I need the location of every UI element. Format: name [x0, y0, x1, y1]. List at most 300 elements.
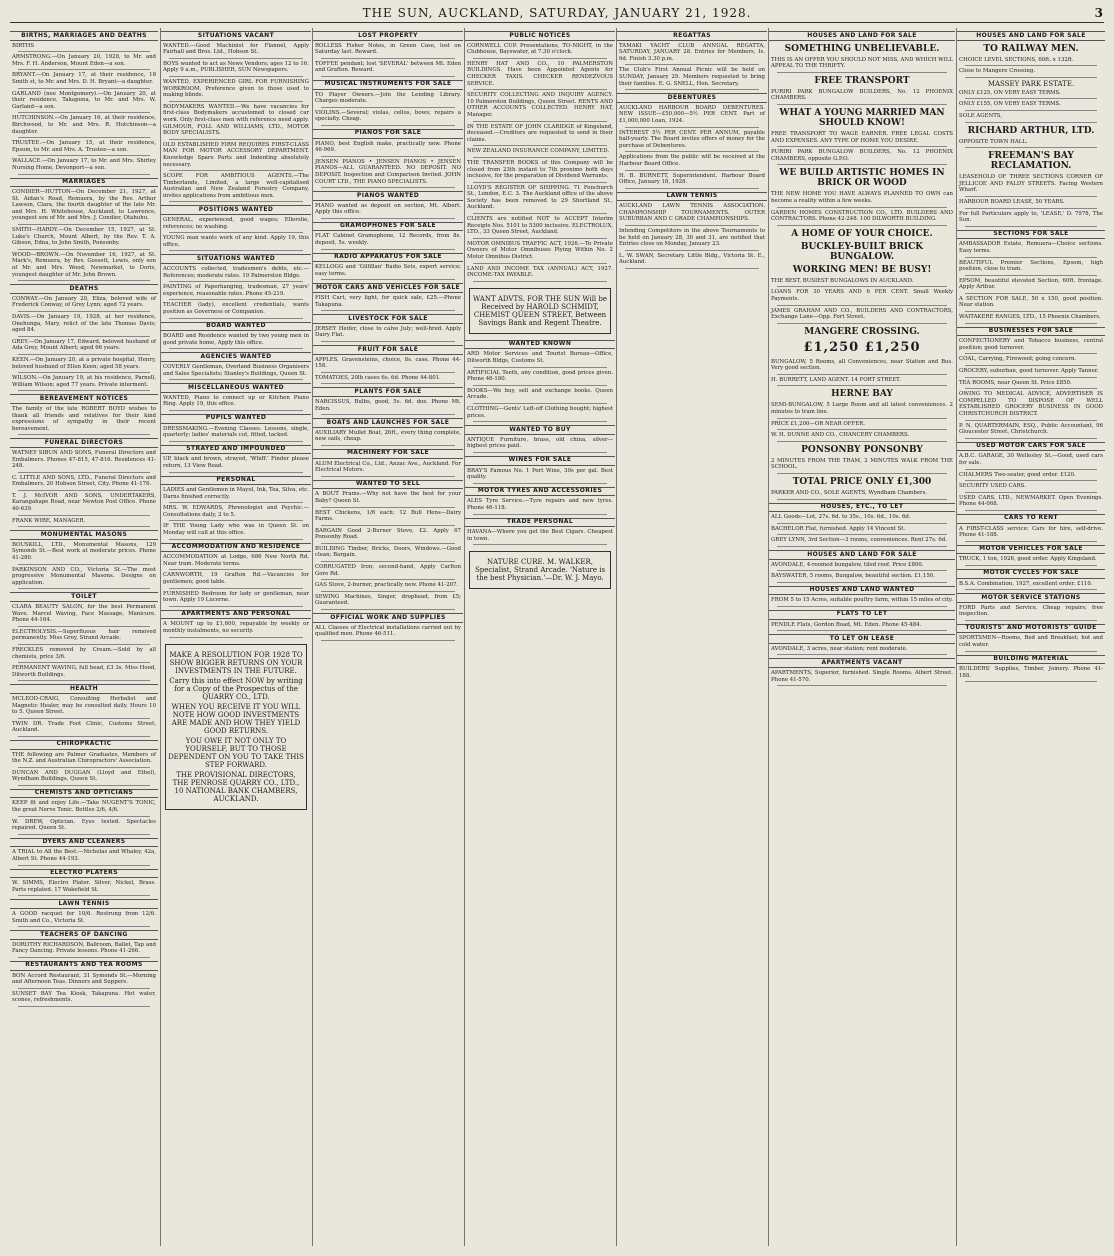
ad-divider	[965, 620, 1097, 621]
classified-ad: GROCERY, suburban, good turnover. Apply Tanner.	[959, 368, 1099, 375]
classified-ad: SCOPE FOR AMBITIOUS AGENTS.—The Timberlands, Limited, a large well-capitalised Australian and New Zealand Forestry Company, invites applications from ambitious men.	[163, 173, 309, 199]
classified-ad: W. DREW, Optician. Eyes tested. Spectacles repaired. Queen St.	[12, 818, 156, 832]
section-heading: MOTOR VEHICLES FOR SALE	[957, 545, 1105, 555]
column-2	[160, 28, 311, 1246]
classified-ad: THE NEW HOME YOU HAVE ALWAYS PLANNED TO OWN can become a reality within a few weeks.	[771, 191, 953, 204]
classified-ad: FREEMAN'S BAY RECLAMATION.	[988, 151, 1074, 172]
ad-divider	[169, 170, 303, 171]
ad-divider	[18, 390, 150, 391]
classified-ad: ROLLESS Fisher Notes, in Green Case, lost on Saturday last. Reward.	[315, 42, 461, 56]
ad-divider	[18, 588, 150, 589]
classified-ad: APPLES, Gravensteins, choice, 8s. case. Phone 44-158.	[315, 356, 461, 370]
ad-divider	[321, 414, 455, 415]
ad-divider	[777, 441, 947, 442]
section-heading: GRAMOPHONES FOR SALE	[313, 222, 463, 232]
ad-divider	[777, 499, 947, 500]
ad-divider	[965, 510, 1097, 511]
classified-ad: BOUSKILL, LTD., Monumental Masons, 129 Symonds St.—Best work at moderate prices. Phone 41-280.	[12, 541, 156, 562]
section-heading: FUNERAL DIRECTORS	[10, 438, 158, 448]
section-heading: MACHINERY FOR SALE	[313, 449, 463, 459]
classified-ad: GARDEN HOMES CONSTRUCTION CO., LTD. BUILDERS AND CONTRACTORS. Phone 42-248. 100 DILWORTH BUILDING.	[771, 209, 953, 223]
classified-ad: DRESSMAKING.—Evening Classes. Lessons, single, quarterly; ladies' materials cut, fitted, tacked.	[163, 425, 309, 439]
ad-divider	[625, 170, 759, 171]
section-heading: LAWN TENNIS	[10, 899, 158, 909]
section-heading: HOUSES AND LAND FOR SALE	[769, 31, 955, 41]
section-heading: MONUMENTAL MASONS	[10, 530, 158, 540]
ad-divider	[18, 434, 150, 435]
boxed-advertisement	[469, 551, 611, 589]
ad-divider	[321, 609, 455, 610]
classified-ad: BEAUTIFUL Premier Sections, Epsom, high position, close to tram.	[959, 259, 1103, 273]
classified-ad: CORNWELL CUP. Presentations, TO-NIGHT, in the Clubhouse, Bayswater, at 7.30 o'clock.	[467, 42, 613, 56]
ad-divider	[169, 539, 303, 540]
classified-ad: BOYS wanted to act as News Vendors; ages 12 to 16. Apply 9 a.m., PUBLISHER, SUN Newspapers.	[163, 60, 309, 74]
column-7	[956, 28, 1105, 1246]
classified-ad: T. J. McIVOR AND SONS, UNDERTAKERS, Karangahape Road, near Newton Post Office. Phone 40-639.	[12, 492, 156, 513]
classified-ad: TO Player Owners.—Join the Lending Library. Charges moderate.	[315, 91, 461, 105]
section-heading: SITUATIONS VACANT	[161, 31, 311, 41]
classified-ad: WAITAKERE RANGES, LTD., 15 Phoenix Chambers.	[959, 314, 1101, 321]
ad-divider	[321, 543, 455, 544]
classified-ad: Close to Mangere Crossing.	[959, 68, 1036, 75]
section-heading: SECTIONS FOR SALE	[957, 230, 1105, 240]
section-heading: DEBENTURES	[617, 93, 767, 103]
section-heading: WINES FOR SALE	[465, 456, 615, 466]
ad-divider	[321, 341, 455, 342]
ad-divider	[625, 64, 759, 65]
ad-divider	[625, 151, 759, 152]
ad-divider	[169, 201, 303, 202]
ad-divider	[777, 570, 947, 571]
ad-divider	[965, 541, 1097, 542]
section-heading: STRAYED AND IMPOUNDED	[161, 445, 311, 455]
classified-ad: AVONDALE, 3 acres, near station; rent moderate.	[771, 645, 908, 652]
classified-ad: GAS Stove, 2-burner, practically new. Phone 41-207.	[315, 582, 459, 589]
classified-ad: SPORTSMEN—Rooms, Bed and Breakfast; hot and cold water.	[959, 635, 1103, 649]
classified-ad: ARMSTRONG.—On January 20, 1928, to Mr. and Mrs. F. H. Anderson, Mount Eden—a son.	[12, 54, 156, 67]
classified-ad: TO RAILWAY MEN.	[983, 43, 1079, 54]
column-5	[616, 28, 767, 1246]
classified-ad: SECURITY COLLECTING AND INQUIRY AGENCY. 10 Palmerston Buildings, Queen Street. RENTS AND OTHER ACCOUNTS COLLECTED. HENRY HAT, Manager.	[467, 92, 613, 118]
ad-divider	[473, 145, 607, 146]
column-3	[312, 28, 463, 1246]
classified-ad: PARKINSON AND CO., Victoria St.—The most progressive Monumental Masons. Designs on application.	[12, 566, 156, 586]
classified-ad: VIOLINS.—Several; violas, cellos, bows; repairs a specialty. Cheap.	[315, 109, 461, 123]
classified-ad: USED CARS, LTD., NEWMARKET. Open Evenings. Phone 44-068.	[959, 494, 1103, 508]
ad-divider	[777, 104, 947, 105]
classified-ad: A SECTION FOR SALE, 50 x 150, good position. Near station.	[959, 295, 1103, 309]
section-heading: USED MOTOR CARS FOR SALE	[957, 442, 1105, 452]
classified-ad: THE PROVISIONAL DIRECTORS, THE PENROSE QUARRY CO., LTD., 10 NATIONAL BANK CHAMBERS, AUCKLAND.	[172, 770, 300, 803]
classified-ad: CLOTHING—Gents' Left-off Clothing bought; highest prices.	[467, 405, 613, 419]
ad-divider	[777, 654, 947, 655]
section-heading: FRUIT FOR SALE	[313, 345, 463, 355]
classified-ad: LAND AND INCOME TAX (ANNUAL) ACT, 1927. INCOME-TAX PAYABLE.	[467, 265, 613, 279]
section-heading: OFFICIAL WORK AND SUPPLIES	[313, 613, 463, 623]
classified-ad: FORD Parts and Service. Cheap repairs; free inspection.	[959, 604, 1103, 618]
classified-ad: CLIENTS are notified NOT to ACCEPT Interim Receipts Nos. 5101 to 5300 inclusive. ELECTROLUX, LTD., 33 Queen Street, Auckland.	[467, 216, 614, 236]
classified-ad: ANTIQUE Furniture, brass, old china, silver—highest prices paid.	[467, 436, 613, 450]
ad-divider	[169, 502, 303, 503]
ad-divider	[473, 514, 607, 515]
section-heading: PERSONAL	[161, 476, 311, 486]
section-heading: BIRTHS, MARRIAGES AND DEATHS	[10, 31, 158, 41]
ad-divider	[965, 323, 1097, 324]
section-heading: DYERS AND CLEANERS	[10, 838, 158, 848]
classified-ad: WANT ADVTS. FOR THE SUN Will be Received by HAROLD SCHMIDT, CHEMIST QUEEN STREET, Between Savings Bank and Regent Theatre.	[472, 294, 608, 327]
column-6	[768, 28, 955, 1246]
classified-ad: GREY.—On January 17, Edward, beloved husband of Ada Grey, Mount Albert; aged 66 years.	[12, 338, 156, 352]
ad-divider	[321, 58, 455, 59]
ad-divider	[473, 367, 607, 368]
classified-ad: CONFECTIONERY and Tobacco business, central position; good turnover.	[959, 338, 1103, 351]
classified-ad: A HOME OF YOUR CHOICE.	[791, 228, 933, 239]
ad-divider	[473, 452, 607, 453]
section-heading: APARTMENTS VACANT	[769, 658, 955, 668]
ad-divider	[18, 526, 150, 527]
ad-divider	[965, 293, 1097, 294]
section-heading: BOARD WANTED	[161, 322, 311, 332]
classified-ad: BAYSWATER, 5 rooms, Bungalow, beautiful section. £1,150.	[771, 573, 935, 580]
classified-ad: BEST Chickens, 1/6 each; 12 Bull Hens—Dairy Farms.	[315, 509, 461, 523]
ad-divider	[18, 926, 150, 927]
classified-ad: OWING TO MEDICAL ADVICE, ADVERTISER IS COMPELLED TO DISPOSE OF WELL ESTABLISHED GROCERY BUSINESS IN GOOD CHRISTCHURCH DISTRICT.	[959, 391, 1103, 417]
classified-ad: FURNISHED Bedroom for lady or gentleman, near town. Apply 19 Lucerne.	[163, 590, 309, 604]
classified-ad: CORRUGATED Iron; second-hand, Apply Carlton Gore Rd.	[315, 564, 461, 577]
ad-divider	[169, 58, 303, 59]
classified-ad: CONWAY.—On January 20, Eliza, beloved wife of Frederick Conway, of Grey Lynn; aged 72 years.	[12, 295, 156, 309]
ad-divider	[169, 250, 303, 251]
ad-divider	[18, 249, 150, 250]
ad-divider	[777, 385, 947, 386]
classified-ad: KEEP fit and enjoy Life.—Take NUGENT'S TONIC, the great Nerve Tonic. Bottles 2/6, 4/6.	[12, 800, 156, 814]
classified-ad: MCLEOD-CRAIG, Consulting Herbalist and Magnetic Healer, may be consulted daily. Hours 10 to 5. Queen Street.	[12, 695, 156, 716]
classified-ad: RICHARD ARTHUR, LTD.	[967, 125, 1095, 136]
classified-ad: PIANO, best English make, practically new. Phone 46-969.	[315, 140, 461, 154]
classified-ad: £1,250 £1,250	[803, 339, 921, 355]
classified-ad: UP, black and brown, strayed, 'Whiff.' Finder please return, 13 View Road.	[163, 456, 309, 469]
ad-divider	[169, 410, 303, 411]
ad-divider	[321, 125, 455, 126]
ad-divider	[18, 834, 150, 835]
ad-divider	[18, 224, 150, 225]
ad-divider	[18, 1006, 150, 1007]
ad-divider	[777, 429, 947, 430]
classified-ad: GREY LYNN, 3rd Section—3 rooms, conveniences. Rent 27s. 6d.	[771, 537, 947, 544]
classified-ad: WORKING MEN! BE BUSY!	[792, 264, 932, 275]
section-heading: MUSICAL INSTRUMENTS FOR SALE	[313, 80, 463, 90]
classified-ad: FISH Cart, very light, for quick sale, £25.—Phone Takapuna.	[315, 295, 461, 308]
ad-divider	[473, 403, 607, 404]
ad-divider	[965, 480, 1097, 481]
ad-divider	[965, 77, 1097, 78]
ad-divider	[169, 588, 303, 589]
classified-ad: BOOKS—We buy, sell and exchange books. Queen Arcade.	[467, 387, 613, 401]
section-heading: CHIROPRACTIC	[10, 740, 158, 750]
ad-divider	[625, 250, 759, 251]
ad-divider	[169, 139, 303, 140]
section-heading: APARTMENTS AND PERSONAL	[161, 610, 311, 620]
classified-ad: BON Accord Restaurant, 31 Symonds St.—Morning and Afternoon Teas. Dinners and Suppers.	[12, 972, 156, 986]
classified-ad: ALES Tyre Service.—Tyre repairs and new tyres. Phone 46-118.	[467, 498, 613, 511]
ad-divider	[18, 564, 150, 565]
classified-ad: ONLY £125, ON VERY EASY TERMS.	[959, 89, 1061, 96]
section-heading: RESTAURANTS AND TEA ROOMS	[10, 961, 158, 971]
classified-ad: HENRY HAT AND CO., 10 PALMERSTON BUILDINGS. Have been Appointed Agents for CHECKER TAXIS. CHECKER RENDEZVOUS SERVICE.	[467, 60, 613, 87]
classified-ad: TOFFEE pendant; lost 'SEVERAL' between Mt. Eden and Grafton. Reward.	[315, 60, 461, 74]
classified-ad: WILSON.—On January 19, at his residence, Parnell, William Wilson; aged 77 years. Private interment.	[12, 375, 156, 388]
ad-divider	[473, 121, 607, 122]
ad-divider	[321, 383, 455, 384]
ad-divider	[169, 348, 303, 349]
ad-divider	[169, 637, 303, 638]
ad-divider	[18, 372, 150, 373]
section-heading: MOTOR CYCLES FOR SALE	[957, 569, 1105, 579]
ad-divider	[321, 640, 455, 641]
classified-ad: HERNE BAY	[831, 389, 893, 400]
section-heading: PUBLIC NOTICES	[465, 31, 615, 41]
ad-divider	[777, 225, 947, 226]
ad-divider	[18, 816, 150, 817]
section-heading: HOUSES, ETC., TO LET	[769, 503, 955, 513]
ad-divider	[18, 280, 150, 281]
classified-ad: AUXILIARY Mullet Boat, 26ft., every thing complete, new sails, cheap.	[315, 429, 461, 443]
classified-ad: WHAT A YOUNG MARRIED MAN SHOULD KNOW!	[779, 107, 945, 128]
classified-ad: BIRTHS	[12, 42, 35, 49]
classified-ad: ONLY £155, ON VERY EASY TERMS.	[959, 101, 1061, 108]
ad-divider	[321, 187, 455, 188]
ad-divider	[18, 354, 150, 355]
classified-ad: ACCOUNTS collected, tradesmen's debts, etc.—References; moderate rates. 19 Palmerston Bldgs.	[163, 266, 309, 279]
ad-divider	[473, 182, 607, 183]
classified-ad: 2 MINUTES FROM THE TRAM, 2 MINUTES WALK FROM THE SCHOOL.	[771, 457, 953, 471]
section-heading: BEREAVEMENT NOTICES	[10, 394, 158, 404]
section-heading: SITUATIONS WANTED	[161, 254, 311, 264]
page-number: 3	[1094, 6, 1104, 20]
classified-ad: TRUCK, 1 ton, 1926, good order. Apply Kingsland.	[959, 556, 1097, 563]
ad-divider	[18, 311, 150, 312]
section-heading: MARRIAGES	[10, 178, 158, 188]
classified-ad: A GOOD racquet for 10/6. Restrung from 12/6. Smith and Co., Victoria St.	[12, 911, 156, 924]
classified-ad: ALL Goods—Lot, 27s. 6d. to 35s., 10s. 6d., 10s. 6d.	[771, 514, 911, 521]
classified-ad: JAMES GRAHAM AND CO., BUILDERS AND CONTRACTORS, Exchange Lane—Opp. Fort Street.	[771, 307, 953, 321]
classified-ad: PONSONBY PONSONBY	[801, 444, 923, 455]
classified-ad: FRANK WIRE, MANAGER.	[12, 517, 86, 524]
classified-ad: HAVANA—Where you get the Best Cigars. Cheapest in town.	[467, 529, 613, 542]
ad-divider	[473, 213, 607, 214]
ad-divider	[965, 589, 1097, 590]
classified-ad: KELLOGG and 'Gilfillan' Radio Sets, expert service; easy terms.	[315, 264, 461, 277]
ad-divider	[965, 681, 1097, 682]
classified-ad: PENDLE Flats, Gordon Road, Mt. Eden. Phone 45-484.	[771, 621, 922, 628]
classified-ad: TOTAL PRICE ONLY £1,300	[792, 477, 932, 488]
newspaper-header	[10, 6, 1104, 23]
classified-ad: FRECKLES removed by Cream.—Sold by all chemists, price 3/6.	[12, 646, 156, 660]
classified-ad: THE following are Palmer Graduates, Members of the N.Z. and Australian Chiropractors' Association.	[12, 751, 156, 765]
ad-divider	[777, 606, 947, 607]
classified-ad: BARGAIN Good 2-Burner Stove, £2. Apply 67 Ponsonby Road.	[315, 527, 461, 541]
classified-ad: BOARD and Residence wanted by two young men in good private home, Apply this office.	[163, 333, 309, 346]
ad-divider	[321, 156, 455, 157]
classified-ad: THIS IS AN OFFER YOU SHOULD NOT MISS, AND WHICH WILL APPEAL TO THE THRIFTY.	[771, 56, 953, 70]
ad-divider	[18, 88, 150, 89]
ad-divider	[965, 208, 1097, 209]
ad-divider	[965, 469, 1097, 470]
classified-ad: TRUSTEE.—On January 15, at their residence, Epsom, to Mr. and Mrs. A. Trustee—a son.	[12, 140, 156, 153]
classified-ad: CHOICE LEVEL SECTIONS, 60ft. x 132ft.	[959, 56, 1074, 63]
classified-ad: A FIRST-CLASS service: Cars for hire, self-drive. Phone 41-188.	[959, 525, 1103, 539]
classified-ad: FLAT Cabinet Gramophone, 12 Records, from 8s. deposit, 5s. weekly.	[315, 233, 461, 247]
ad-divider	[777, 146, 947, 147]
ad-divider	[18, 472, 150, 473]
section-heading: BUILDING MATERIAL	[957, 655, 1105, 665]
section-heading: TOURISTS' AND MOTORISTS' GUIDE	[957, 624, 1105, 634]
section-heading: ELECTRO PLATERS	[10, 869, 158, 879]
ad-divider	[625, 188, 759, 189]
classified-ad: PERMANENT WAVING, full head, £3 3s. Miss Hood, Dilworth Buildings.	[12, 665, 156, 678]
classified-ad: BRAY'S Famous No. 1 Port Wine, 30s per gal. Best quality.	[467, 467, 613, 481]
classified-ad: WANTED, Piano to connect up or Kitchen Piano Ring. Apply 19, this office.	[163, 394, 309, 408]
ad-divider	[965, 147, 1097, 148]
section-heading: BOATS AND LAUNCHES FOR SALE	[313, 418, 463, 428]
section-heading: MOTOR SERVICE STATIONS	[957, 593, 1105, 603]
classified-ad: A.B.C. GARAGE, 30 Wellesley St.—Good, used cars for sale.	[959, 453, 1103, 466]
ad-divider	[777, 685, 947, 686]
section-heading: BUSINESSES FOR SALE	[957, 327, 1105, 337]
section-heading: HOUSES AND LAND WANTED	[769, 586, 955, 596]
classified-ad: FREE TRANSPORT	[814, 75, 910, 86]
classified-ad: ELECTROLYSIS.—Superfluous hair removed permanently. Miss Grey, Strand Arcade.	[12, 628, 156, 642]
section-heading: AGENCIES WANTED	[161, 352, 311, 362]
classified-ad: YOU OWE IT NOT ONLY TO YOURSELF, BUT TO THOSE DEPENDENT ON YOU TO TAKE THIS STEP FORWARD.	[168, 736, 304, 769]
classified-ad: THE BEST, BUSIEST BUNGALOWS IN AUCKLAND.	[771, 277, 914, 284]
boxed-advertisement	[165, 644, 307, 810]
ad-divider	[18, 988, 150, 989]
classified-ad: THE TRANSFER BOOKS of this Company will be closed from 23th instant to 7th proximo both days inclusive, for the preparation of Dividend Warrants.	[467, 159, 613, 180]
ad-divider	[18, 69, 150, 70]
classified-ad: WOOD—BROWN.—On November 16, 1927, at St. Mark's, Remuera, by Rev. Gossett, Lewis, only son of Mr. and Mrs. Wood, Newmarket, to Doris, youngest daughter of Mr. John Brown.	[12, 251, 156, 278]
section-heading: LIVESTOCK FOR SALE	[313, 314, 463, 324]
ad-divider	[321, 445, 455, 446]
section-heading: TOILET	[10, 592, 158, 602]
classified-ad: IN THE ESTATE OF JOHN CLARIDGE of Kingsland, deceased.—Creditors are requested to send in their claims.	[467, 123, 613, 143]
ad-divider	[18, 490, 150, 491]
ad-divider	[169, 299, 303, 300]
ad-divider	[18, 336, 150, 337]
ad-divider	[965, 110, 1097, 111]
ad-divider	[965, 311, 1097, 312]
ad-divider	[169, 606, 303, 607]
classified-ad: TOMATOES, 20lb cases 6s. 6d. Phone 44-801.	[315, 374, 441, 381]
classified-ad: MAKE A RESOLUTION FOR 1928 TO SHOW BIGGER RETURNS ON YOUR INVESTMENTS IN THE FUTURE.	[169, 650, 303, 675]
classified-ad: BODYMAKERS WANTED.—We have vacancies for first-class Bodymakers accustomed to closed car work. Only first-class men with reference need apply. GILMOUR, FOLL AND WILLIAMS, LTD., MOTOR BODY SPECIALISTS.	[163, 103, 309, 137]
section-heading: CHEMISTS AND OPTICIANS	[10, 789, 158, 799]
classified-ad: BRYANT.—On January 17, at their residence, 18 Smith st, to Mr. and Mrs. D. H. Bryant—a daughter.	[12, 72, 156, 85]
classified-ad: WANTED, EXPERIENCED GIRL FOR FURNISHING WORKROOM. Preference given to those used to making blinds.	[163, 78, 309, 99]
classified-ad: SECURITY USED CARS.	[959, 483, 1026, 490]
ad-divider	[18, 662, 150, 663]
classified-ad: PURIRI PARK BUNGALOW BUILDERS, No. 12 PHOENIX CHAMBERS, opposite G.P.O.	[771, 149, 953, 162]
classified-ad: AUCKLAND LAWN TENNIS ASSOCIATION. CHAMPIONSHIP TOURNAMENTS. OUTER SUBURBAN AND C GRADE CHAMPIONSHIPS.	[619, 203, 765, 223]
ad-divider	[473, 58, 607, 59]
classified-ad: MOTOR OMNIBUS TRAFFIC ACT, 1926.—To Private Owners of Motor Omnibuses Plying Within No. 2 Motor Omnibus District.	[467, 240, 613, 261]
ad-divider	[18, 626, 150, 627]
ad-divider	[965, 651, 1097, 652]
ad-divider	[18, 174, 150, 175]
classified-ad: TWIN DR. Trade Foot Clinic, Customs Street, Auckland.	[12, 720, 156, 734]
ad-divider	[321, 579, 455, 580]
classified-ad: PARKER AND CO., SOLE AGENTS, Wyndham Chambers.	[771, 490, 928, 497]
ad-divider	[777, 207, 947, 208]
classified-ad: Carry this into effect NOW by writing for a Copy of the Prospectus of the QUARRY CO., LTD.	[169, 676, 303, 701]
classified-ad: A BOUT Prams.—Why not have the best for your Baby? Queen St.	[315, 491, 461, 504]
ad-divider	[965, 65, 1097, 66]
ad-divider	[777, 72, 947, 73]
classified-ad: W. SIMMS, Electro Plater. Silver, Nickel, Brass. Parts replated. 17 Wakefield St.	[12, 880, 156, 893]
section-heading: MOTOR CARS AND VEHICLES FOR SALE	[313, 283, 463, 293]
ad-divider	[169, 569, 303, 570]
section-heading: WANTED KNOWN	[465, 340, 615, 350]
classified-ad: OPPOSITE TOWN HALL.	[959, 138, 1028, 145]
classified-ad: ACCOMMODATION at Lodge, 686 New North Rd. Near tram. Moderate terms.	[163, 554, 309, 567]
ad-divider	[169, 379, 303, 380]
classified-ad: JENSEN PIANOS • JENSEN PIANOS • JENSEN PIANOS—ALL GUARANTEED. NO DEPOSIT. NO DEPOSIT. Inspection and Comparison Invited. JOHN COURT LTD., THE PIANO SPECIALISTS.	[315, 158, 461, 185]
section-heading: CARS TO RENT	[957, 514, 1105, 524]
ad-divider	[777, 305, 947, 306]
classified-ad: DOROTHY RICHARDSON, Ballroom, Ballet, Tap and Fancy Dancing. Private lessons. Phone 41-266.	[12, 941, 156, 955]
ad-divider	[18, 785, 150, 786]
ad-divider	[169, 101, 303, 102]
section-heading: TO LET ON LEASE	[769, 634, 955, 644]
ad-divider	[169, 232, 303, 233]
ad-divider	[777, 374, 947, 375]
classified-ad: A MOUNT up to £1,600, repayable by weekly or monthly instalments, no security.	[163, 621, 309, 634]
ad-divider	[169, 441, 303, 442]
classified-ad: SEWING Machines, Singer, drophead, from £5; Guaranteed.	[315, 593, 461, 607]
classified-ad: PRICE £1,200—OR NEAR OFFER.	[771, 420, 865, 427]
ad-divider	[18, 137, 150, 138]
section-heading: LAWN TENNIS	[617, 192, 767, 202]
ad-divider	[473, 157, 607, 158]
classified-ad: AMBASSADOR Estate, Remuera—Choice sections. Easy terms.	[959, 241, 1103, 254]
section-heading: WANTED TO SELL	[313, 480, 463, 490]
ad-divider	[625, 89, 759, 90]
section-heading: PIANOS WANTED	[313, 191, 463, 201]
classified-ad: LLOYD'S REGISTER OF SHIPPING. 71 Fenchurch St., London, E.C. 3. The Auckland office of the above Society has been removed to 29 Shortland St., Auckland.	[467, 184, 613, 211]
classified-ad: CLARA BEAUTY SALON, for the best Permanent Wave. Marcel Waving, Face Massage, Manicure. Phone 44-164.	[12, 604, 156, 624]
classified-ad: WANTED.—Good Machinist for Flannel, Apply Fairhall and Bros. Ltd., Hobson St.	[163, 42, 309, 56]
section-heading: ACCOMMODATION AND RESIDENCE	[161, 543, 311, 553]
classified-ad: GARLAND (nee Montgomery).—On January 20, at their residence, Takapuna, to Mr. and Mrs. W. Garland—a son.	[12, 90, 156, 110]
section-heading: TRADE PERSONAL	[465, 518, 615, 528]
ad-divider	[321, 218, 455, 219]
classified-ad: ALL Classes of Electrical installations carried out by qualified men. Phone 46-511.	[315, 624, 461, 638]
classified-ad: H. BURRETT, LAND AGENT. 14 FORT STREET.	[771, 376, 901, 383]
classified-ad: P. N. QUARTERMAIN, ESQ., Public Accountant, 96 Gloucester Street, Christchurch.	[959, 422, 1103, 436]
classified-ad: SOMETHING UNBELIEVABLE.	[784, 43, 940, 54]
ad-divider	[18, 112, 150, 113]
classified-ad: BUCKLEY-BUILT BRICK BUNGALOW.	[800, 241, 924, 262]
classified-ad: ARD Motor Services and Tourist Bureau—Office, Dilworth Bldgs, Customs St.	[467, 351, 613, 364]
section-heading: HEALTH	[10, 684, 158, 694]
ad-divider	[321, 310, 455, 311]
ad-divider	[18, 895, 150, 896]
classified-ad: MANGERE CROSSING.	[804, 326, 920, 337]
classified-ad: NARCISSUS, Bulbs, good, 5s. 6d. doz. Phone Mt. Eden.	[315, 398, 461, 412]
ad-divider	[18, 644, 150, 645]
ad-divider	[321, 279, 455, 280]
section-heading: WANTED TO BUY	[465, 425, 615, 435]
